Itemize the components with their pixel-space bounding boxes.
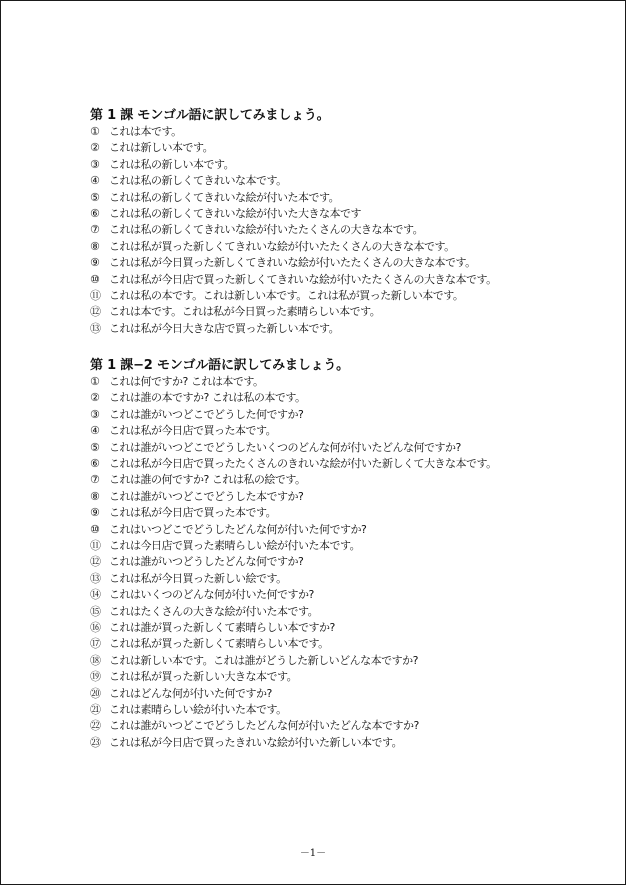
exercise-item bbox=[90, 190, 590, 206]
exercise-item bbox=[90, 272, 590, 288]
exercise-number: ④ bbox=[90, 174, 100, 188]
exercise-sentence: これはたくさんの大きな絵が付いた本です。 bbox=[109, 604, 319, 618]
exercise-sentence: これはどんな何が付いた何ですか? bbox=[109, 686, 272, 700]
exercise-item bbox=[90, 522, 590, 538]
exercise-sentence: これは誰が買った新しくて素晴らしい本ですか? bbox=[109, 620, 335, 634]
lesson-1-2-exercise-list bbox=[90, 374, 590, 751]
exercise-item bbox=[90, 587, 590, 603]
exercise-sentence: これは私が今日買った新しくてきれいな絵が付いたたくさんの大きな本です。 bbox=[109, 256, 476, 270]
exercise-sentence: これは私の新しくてきれいな絵が付いた本です。 bbox=[109, 190, 340, 204]
exercise-item bbox=[90, 304, 590, 320]
exercise-sentence: これは誰の何ですか? これは私の絵です。 bbox=[109, 473, 306, 487]
exercise-sentence: これは私の新しくてきれいな絵が付いた大きな本です bbox=[109, 206, 361, 220]
exercise-sentence: これは私が買った新しい大きな本です。 bbox=[109, 670, 298, 684]
exercise-item bbox=[90, 321, 590, 337]
exercise-item bbox=[90, 554, 590, 570]
exercise-number: ⑪ bbox=[90, 538, 101, 552]
exercise-number: ㉑ bbox=[90, 702, 101, 716]
exercise-sentence: これは私が買った新しくてきれいな絵が付いたたくさんの大きな本です。 bbox=[109, 239, 455, 253]
exercise-number: ㉒ bbox=[90, 719, 101, 733]
exercise-sentence: これは私の本です。これは新しい本です。これは私が買った新しい本です。 bbox=[109, 288, 464, 302]
exercise-number: ⑥ bbox=[90, 206, 100, 220]
exercise-sentence: これは私の新しくてきれいな本です。 bbox=[109, 174, 287, 188]
exercise-sentence: これは今日店で買った素晴らしい絵が付いた本です。 bbox=[109, 538, 361, 552]
page-number: －1－ bbox=[299, 848, 327, 859]
exercise-item bbox=[90, 140, 590, 156]
exercise-item bbox=[90, 686, 590, 702]
exercise-item bbox=[90, 718, 590, 734]
exercise-number: ⑬ bbox=[90, 321, 101, 335]
exercise-item bbox=[90, 255, 590, 271]
exercise-sentence: これは私が今日店で買った本です。 bbox=[109, 506, 277, 520]
exercise-sentence: これは素晴らしい絵が付いた本です。 bbox=[109, 702, 287, 716]
exercise-item bbox=[90, 288, 590, 304]
exercise-sentence: これは私が今日店で買った本です。 bbox=[109, 424, 277, 438]
exercise-number: ⑨ bbox=[90, 256, 100, 270]
exercise-number: ⑳ bbox=[90, 686, 101, 700]
lesson-1-2-title: 第 1 課−2 モンゴル語に訳してみましょう。 bbox=[90, 358, 349, 374]
exercise-item bbox=[90, 206, 590, 222]
exercise-sentence: これは私が今日店で買ったきれいな絵が付いた新しい本です。 bbox=[109, 735, 403, 749]
exercise-number: ⑨ bbox=[90, 506, 100, 520]
lesson-1-section bbox=[90, 107, 590, 337]
exercise-sentence: これは誰がいつどこでどうしたいくつのどんな何が付いたどんな何ですか? bbox=[109, 440, 461, 454]
exercise-item bbox=[90, 456, 590, 472]
exercise-item bbox=[90, 374, 590, 390]
exercise-sentence: これは新しい本です。これは誰がどうした新しいどんな本ですか? bbox=[109, 653, 418, 667]
exercise-sentence: これは誰がいつどこでどうした本ですか? bbox=[109, 489, 304, 503]
exercise-sentence: これは何ですか? これは本です。 bbox=[109, 375, 264, 389]
exercise-item bbox=[90, 222, 590, 238]
exercise-number: ⑤ bbox=[90, 440, 100, 454]
lesson-1-exercise-list bbox=[90, 124, 590, 337]
exercise-item bbox=[90, 538, 590, 554]
exercise-number: ② bbox=[90, 391, 100, 405]
exercise-sentence: これは私の新しい本です。 bbox=[109, 157, 235, 171]
exercise-item bbox=[90, 505, 590, 521]
exercise-number: ⑩ bbox=[90, 272, 100, 286]
exercise-item bbox=[90, 239, 590, 255]
exercise-number: ⑭ bbox=[90, 588, 101, 602]
exercise-number: ⑮ bbox=[90, 604, 101, 618]
exercise-sentence: これは誰がいつどこでどうしたどんな何が付いたどんな本ですか? bbox=[109, 719, 419, 733]
exercise-number: ⑫ bbox=[90, 555, 101, 569]
exercise-number: ⑥ bbox=[90, 457, 100, 471]
exercise-sentence: これは誰がいつどうしたどんな何ですか? bbox=[109, 555, 304, 569]
exercise-number: ⑬ bbox=[90, 571, 101, 585]
exercise-number: ⑤ bbox=[90, 190, 100, 204]
exercise-item bbox=[90, 390, 590, 406]
exercise-sentence: これは私の新しくてきれいな絵が付いたたくさんの大きな本です。 bbox=[109, 223, 424, 237]
exercise-item bbox=[90, 157, 590, 173]
exercise-number: ② bbox=[90, 141, 100, 155]
exercise-sentence: これは私が今日店で買った新しくてきれいな絵が付いたたくさんの大きな本です。 bbox=[109, 272, 497, 286]
exercise-sentence: これは私が今日店で買ったたくさんのきれいな絵が付いた新しくて大きな本です。 bbox=[109, 457, 497, 471]
exercise-number: ③ bbox=[90, 407, 100, 421]
exercise-sentence: これはいくつのどんな何が付いた何ですか? bbox=[109, 588, 314, 602]
exercise-item bbox=[90, 653, 590, 669]
exercise-item bbox=[90, 440, 590, 456]
exercise-number: ① bbox=[90, 125, 100, 138]
exercise-number: ㉓ bbox=[90, 735, 101, 749]
exercise-number: ⑧ bbox=[90, 239, 100, 253]
exercise-sentence: これは新しい本です。 bbox=[109, 141, 214, 155]
exercise-sentence: これは本です。 bbox=[109, 125, 182, 138]
exercise-sentence: これは私が買った新しくて素晴らしい本です。 bbox=[109, 637, 329, 651]
exercise-item bbox=[90, 407, 590, 423]
exercise-sentence: これは誰の本ですか? これは私の本です。 bbox=[109, 391, 306, 405]
exercise-number: ④ bbox=[90, 424, 100, 438]
exercise-number: ⑦ bbox=[90, 473, 100, 487]
exercise-item bbox=[90, 472, 590, 488]
exercise-item bbox=[90, 124, 590, 140]
exercise-item bbox=[90, 604, 590, 620]
lesson-1-2-section bbox=[90, 357, 590, 751]
exercise-item bbox=[90, 702, 590, 718]
page-content bbox=[90, 107, 590, 751]
section-spacer bbox=[90, 337, 590, 357]
exercise-number: ⑦ bbox=[90, 223, 100, 237]
exercise-sentence: これは私が今日買った新しい絵です。 bbox=[109, 571, 287, 585]
exercise-item bbox=[90, 620, 590, 636]
exercise-number: ⑰ bbox=[90, 637, 101, 651]
exercise-number: ⑲ bbox=[90, 670, 101, 684]
exercise-item bbox=[90, 571, 590, 587]
exercise-number: ⑧ bbox=[90, 489, 100, 503]
lesson-1-title: 第 1 課 モンゴル語に訳してみましょう。 bbox=[90, 108, 330, 123]
exercise-number: ① bbox=[90, 375, 100, 389]
exercise-item bbox=[90, 669, 590, 685]
exercise-sentence: これは誰がいつどこでどうした何ですか? bbox=[109, 407, 304, 421]
exercise-item bbox=[90, 423, 590, 439]
exercise-number: ⑯ bbox=[90, 620, 101, 634]
exercise-number: ⑱ bbox=[90, 653, 101, 667]
exercise-number: ③ bbox=[90, 157, 100, 171]
exercise-sentence: これはいつどこでどうしたどんな何が付いた何ですか? bbox=[109, 522, 367, 536]
exercise-sentence: これは私が今日大きな店で買った新しい本です。 bbox=[109, 321, 340, 335]
exercise-item bbox=[90, 636, 590, 652]
exercise-sentence: これは本です。これは私が今日買った素晴らしい本です。 bbox=[109, 305, 381, 319]
exercise-item bbox=[90, 735, 590, 751]
exercise-number: ⑫ bbox=[90, 305, 101, 319]
exercise-item bbox=[90, 173, 590, 189]
exercise-number: ⑩ bbox=[90, 522, 100, 536]
exercise-item bbox=[90, 489, 590, 505]
exercise-number: ⑪ bbox=[90, 288, 101, 302]
